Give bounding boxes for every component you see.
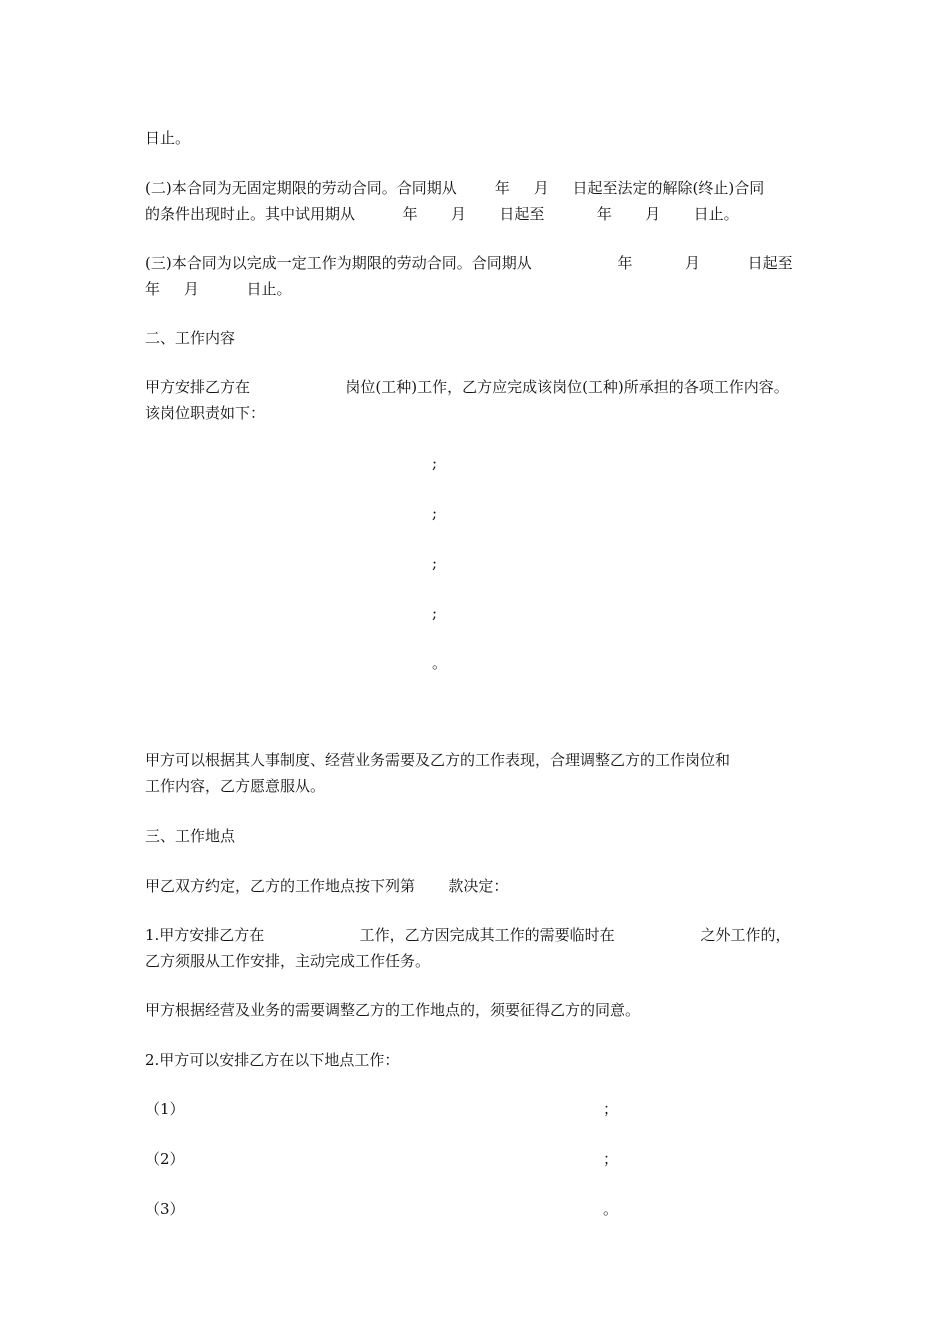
text-line: (二)本合同为无固定期限的劳动合同。合同期从 年 月 日起至法定的解除(终止)合同 [145, 179, 765, 197]
text-line: 年 月 日止。 [145, 280, 292, 298]
location-item-label: （2） [145, 1150, 185, 1168]
location-item-end: ； [603, 1150, 619, 1168]
text-line: 甲方安排乙方在 岗位(工种)工作，乙方应完成该岗位(工种)所承担的各项工作内容。 [145, 378, 789, 396]
section-heading: 三、工作地点 [145, 827, 236, 845]
text-line: (三)本合同为以完成一定工作为期限的劳动合同。合同期从 年 月 日起至 [145, 254, 793, 272]
text-line: 1.甲方安排乙方在 工作，乙方因完成其工作的需要临时在 之外工作的， [145, 926, 791, 944]
text-line: 甲方可以根据其人事制度、经营业务需要及乙方的工作表现，合理调整乙方的工作岗位和 [145, 751, 731, 769]
location-item-label: （3） [145, 1200, 185, 1218]
location-item-end: ； [603, 1100, 619, 1118]
text-line: 工作内容，乙方愿意服从。 [145, 777, 326, 795]
duty-list-item: ; [432, 504, 438, 522]
duty-list-item: ; [432, 604, 438, 622]
location-item-end: 。 [603, 1200, 619, 1218]
section-heading: 二、工作内容 [145, 329, 236, 347]
text-line: 的条件出现时止。其中试用期从 年 月 日起至 年 月 日止。 [145, 205, 739, 223]
text-line: 甲乙双方约定，乙方的工作地点按下列第 款决定： [145, 877, 509, 895]
location-item-label: （1） [145, 1100, 185, 1118]
duty-list-item: ; [432, 554, 438, 572]
text-line: 日止。 [145, 129, 191, 147]
text-line: 甲方根据经营及业务的需要调整乙方的工作地点的，须要征得乙方的同意。 [145, 1001, 641, 1019]
text-line: 该岗位职责如下： [145, 404, 266, 422]
text-line: 2.甲方可以安排乙方在以下地点工作： [145, 1051, 400, 1069]
text-line: 乙方须服从工作安排，主动完成工作任务。 [145, 952, 431, 970]
duty-list-item: ; [432, 454, 438, 472]
duty-list-item: 。 [432, 654, 448, 672]
